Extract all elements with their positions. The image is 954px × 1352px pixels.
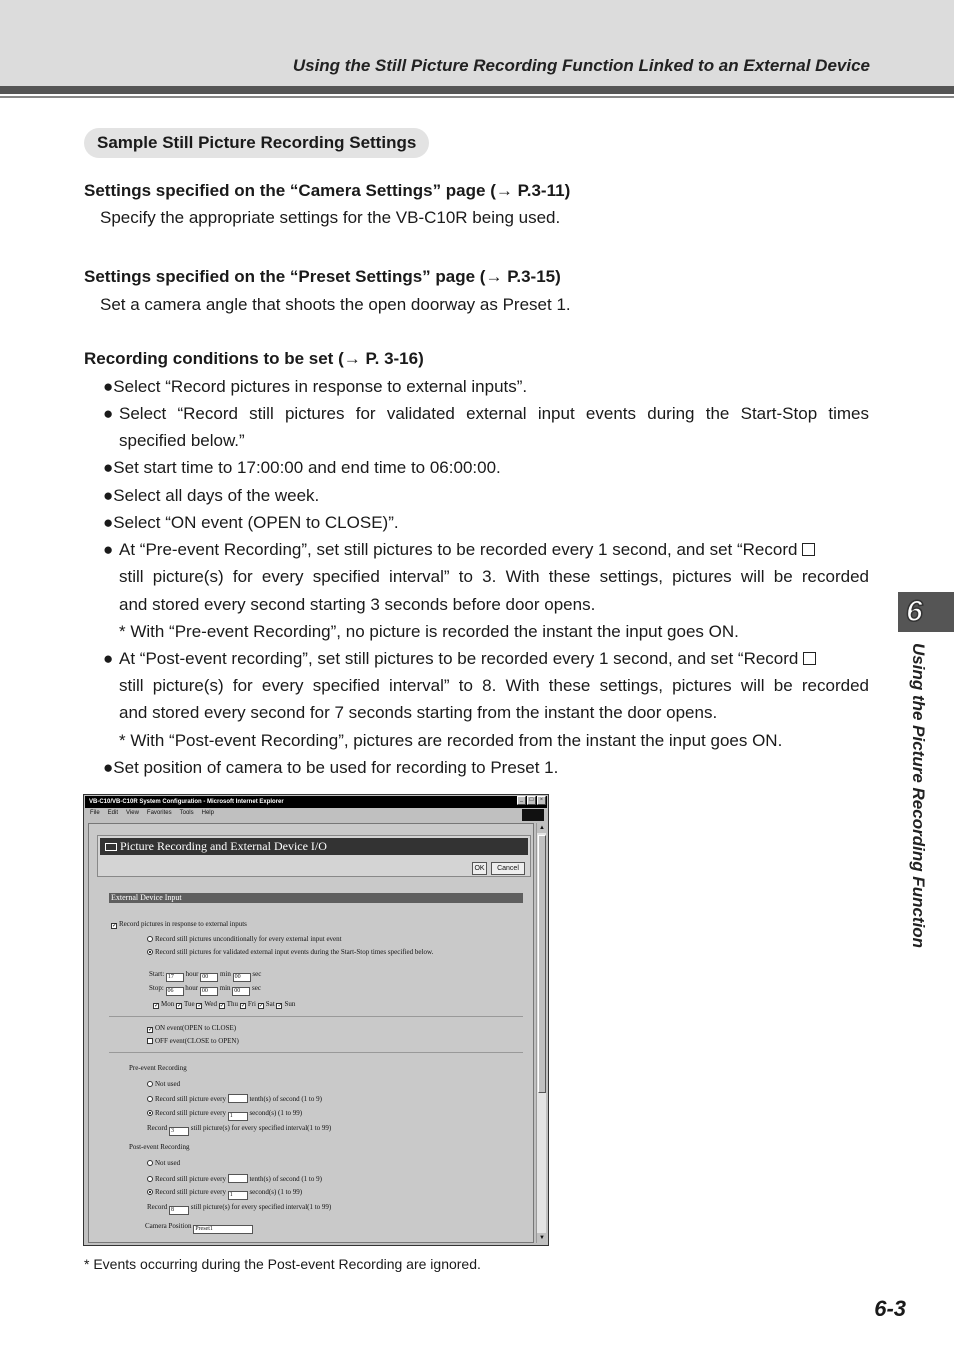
bullet-6-note: * With “Pre-event Recording”, no picture is recorded the instant the input goes ON.	[119, 622, 739, 641]
menu-tools[interactable]: Tools	[179, 810, 194, 816]
panel-title: Picture Recording and External Device I/O	[120, 839, 327, 853]
panel-icon	[105, 843, 117, 851]
start-sec-input[interactable]: 00	[233, 973, 251, 982]
day-wed[interactable]: ✓ Wed	[197, 1000, 218, 1009]
post-record-count: Record 8 still picture(s) for every specified interval(1 to 99)	[147, 1203, 332, 1213]
bullet-dot: ●	[103, 758, 114, 777]
vertical-scrollbar[interactable]	[536, 823, 546, 1243]
pre-count-input[interactable]: 3	[169, 1127, 189, 1136]
camera-settings-body: Specify the appropriate settings for the VB-C10R being used.	[100, 208, 561, 227]
stop-time-row: Stop: 06 hour 00 min 00 sec	[149, 984, 261, 994]
menu-view[interactable]: View	[126, 810, 139, 816]
bullet-dot: ●	[103, 513, 114, 532]
start-min-input[interactable]: 00	[200, 973, 218, 982]
start-hour-input[interactable]: 17	[166, 973, 184, 982]
menu-help[interactable]: Help	[201, 810, 214, 816]
chapter-number: 6	[906, 595, 923, 628]
window-title-bar: VB-C10/VB-C10R System Configuration - Microsoft Internet Explorer	[85, 796, 547, 808]
scroll-thumb[interactable]	[538, 835, 546, 1093]
checkbox-symbol	[802, 543, 815, 556]
bullet-dot: ●	[103, 649, 114, 668]
chapter-side-label: Using the Picture Recording Function	[909, 643, 928, 949]
panel-frame	[97, 835, 531, 877]
ok-button[interactable]: OK	[472, 862, 487, 875]
bullet-dot: ●	[103, 404, 114, 423]
post-seconds-input[interactable]: 1	[228, 1191, 248, 1200]
checkbox-checked: ✓	[112, 923, 118, 929]
bullet-6	[103, 540, 113, 560]
divider	[109, 1052, 523, 1053]
cancel-button[interactable]: Cancel	[491, 862, 525, 875]
bullet-1: ●Select “Record pictures in response to external inputs”.	[103, 377, 528, 396]
menu-bar	[90, 810, 214, 816]
pre-not-used[interactable]: Not used	[147, 1080, 180, 1089]
record-external-checkbox[interactable]: ✓ Record pictures in response to external inputs	[112, 920, 247, 929]
pre-record-count: Record 3 still picture(s) for every specified interval(1 to 99)	[147, 1124, 332, 1134]
bullet-7-line-2: still picture(s) for every specified interval” to 8. With these settings, pictures will be recorded	[119, 676, 869, 695]
bullet-dot: ●	[103, 458, 114, 477]
option-validated[interactable]: Record still pictures for validated external input events during the Start-Stop times specified below.	[147, 948, 433, 957]
section-pill: Sample Still Picture Recording Settings	[84, 128, 429, 158]
camera-position-select[interactable]: Preset1	[193, 1225, 253, 1234]
pre-seconds-option[interactable]: Record still picture every 1 second(s) (1 to 99)	[147, 1109, 302, 1121]
bullet-dot: ●	[103, 540, 114, 559]
bullet-2-line-1: Select “Record still pictures for validated external input events during the Start-Stop times	[119, 404, 869, 423]
bullet-7-line-3: and stored every second for 7 seconds starting from the instant the door opens.	[119, 703, 718, 722]
page-number: 6-3	[874, 1296, 906, 1321]
bullet-dot: ●	[103, 486, 114, 505]
bullet-7-note: * With “Post-event Recording”, pictures are recorded from the instant the input goes ON.	[119, 731, 783, 750]
menu-favorites[interactable]: Favorites	[146, 810, 172, 816]
post-event-label: Post-event Recording	[129, 1143, 190, 1151]
browser-logo-icon	[522, 809, 544, 821]
scroll-up-icon[interactable]: ▲	[537, 823, 547, 833]
stop-min-input[interactable]: 00	[200, 987, 218, 996]
minimize-icon[interactable]: _	[517, 796, 526, 805]
on-event-checkbox[interactable]: ✓ ON event(OPEN to CLOSE)	[148, 1024, 237, 1033]
pre-tenths-option[interactable]: Record still picture every tenth(s) of second (1 to 9)	[147, 1094, 322, 1104]
bullet-7-line-1: At “Post-event recording”, set still pictures to be recorded every 1 second, and set “Record	[119, 649, 816, 669]
pre-event-label: Pre-event Recording	[129, 1064, 187, 1072]
day-tue[interactable]: ✓ Tue	[176, 1000, 195, 1009]
page-content	[88, 823, 534, 1243]
preset-settings-body: Set a camera angle that shoots the open doorway as Preset 1.	[100, 295, 571, 314]
day-fri[interactable]: ✓ Fri	[240, 1000, 256, 1009]
post-seconds-option[interactable]: Record still picture every 1 second(s) (1 to 99)	[147, 1188, 302, 1200]
camera-settings-heading: Settings specified on the “Camera Settings” page (→ P.3-11)	[84, 181, 571, 200]
divider	[109, 1016, 523, 1017]
menu-file[interactable]: File	[90, 810, 100, 816]
running-title: Using the Still Picture Recording Function Linked to an External Device	[292, 56, 870, 75]
bullet-8: ●Set position of camera to be used for recording to Preset 1.	[103, 758, 559, 777]
post-count-input[interactable]: 8	[169, 1206, 189, 1215]
pre-seconds-input[interactable]: 1	[228, 1112, 248, 1121]
scroll-down-icon[interactable]: ▼	[537, 1233, 547, 1243]
menu-edit[interactable]: Edit	[107, 810, 119, 816]
bullet-6-line-1: At “Pre-event Recording”, set still pictures to be recorded every 1 second, and set “Record	[119, 540, 815, 560]
panel-title-bar	[100, 838, 528, 855]
maximize-icon[interactable]: □	[527, 796, 536, 805]
bullet-2	[103, 404, 113, 424]
bullet-6-line-3: and stored every second starting 3 seconds before door opens.	[119, 595, 596, 614]
day-sat[interactable]: ✓ Sat	[258, 1000, 275, 1009]
bullet-2-line-2: specified below.”	[119, 431, 245, 450]
off-event-checkbox[interactable]: OFF event(CLOSE to OPEN)	[147, 1037, 239, 1046]
start-time-row: Start: 17 hour 00 min 00 sec	[149, 970, 262, 980]
bullet-5: ●Select “ON event (OPEN to CLOSE)”.	[103, 513, 399, 532]
bullet-3: ●Set start time to 17:00:00 and end time to 06:00:00.	[103, 458, 501, 477]
bullet-6-line-2: still picture(s) for every specified interval” to 3. With these settings, pictures will be recorded	[119, 567, 869, 586]
bullet-dot: ●	[103, 377, 114, 396]
stop-sec-input[interactable]: 00	[232, 987, 250, 996]
day-sun[interactable]: ✓ Sun	[277, 1000, 296, 1009]
bullet-4: ●Select all days of the week.	[103, 486, 320, 505]
close-icon[interactable]: ×	[537, 796, 546, 805]
day-mon[interactable]: ✓ Mon	[154, 1000, 175, 1009]
checkbox-symbol	[803, 652, 816, 665]
post-tenths-option[interactable]: Record still picture every tenth(s) of second (1 to 9)	[147, 1174, 322, 1184]
window-controls	[517, 796, 546, 805]
preset-settings-heading: Settings specified on the “Preset Settings” page (→ P.3-15)	[84, 267, 561, 286]
footnote: * Events occurring during the Post-event Recording are ignored.	[84, 1256, 481, 1272]
days-row	[153, 1000, 295, 1009]
recording-conditions-heading: Recording conditions to be set (→ P. 3-16)	[84, 349, 424, 368]
header-rule	[0, 86, 954, 94]
bullet-7	[103, 649, 113, 669]
day-thu[interactable]: ✓ Thu	[219, 1000, 239, 1009]
browser-screenshot	[83, 794, 549, 1246]
option-unconditional[interactable]: Record still pictures unconditionally for every external input event	[147, 935, 342, 944]
external-input-section-header: External Device Input	[109, 893, 523, 903]
post-not-used[interactable]: Not used	[147, 1159, 180, 1168]
camera-position-row: Camera Position Preset1	[145, 1222, 253, 1234]
stop-hour-input[interactable]: 06	[166, 987, 184, 996]
header-rule-thin	[0, 96, 954, 98]
